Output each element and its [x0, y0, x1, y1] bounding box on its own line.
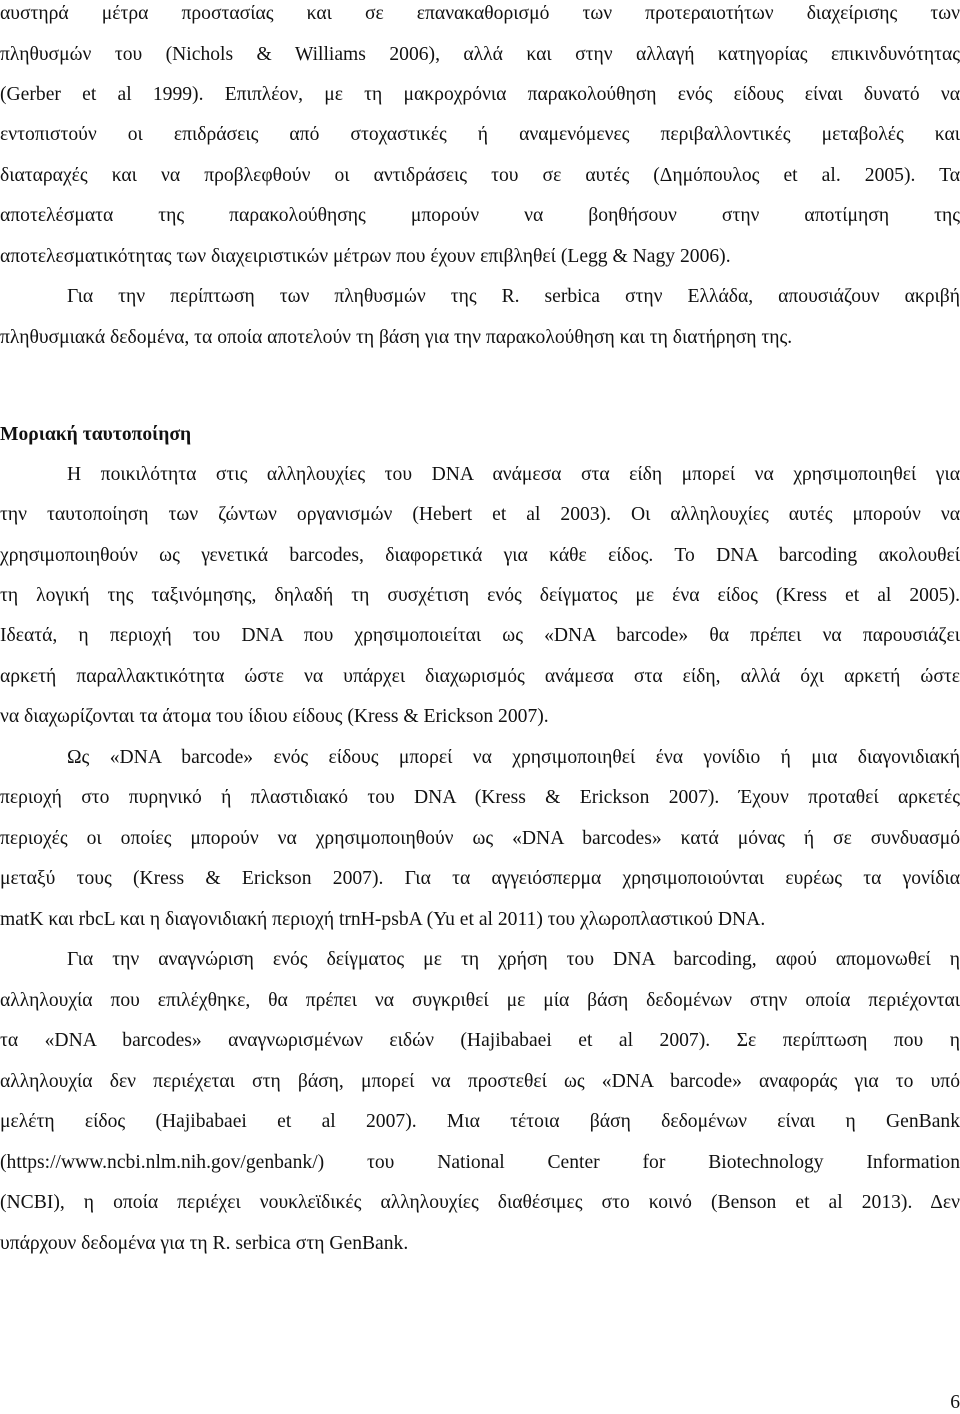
paragraph-4-line-1: Για την αναγνώριση ενός δείγματος με τη χρήση του DNA barcoding, αφού απομονωθεί η	[67, 949, 960, 970]
paragraph-3-line-5: matK και rbcL και η διαγονιδιακή περιοχή trnH-psbA (Yu et al 2011) του χλωροπλαστικού DNA.	[0, 909, 766, 930]
paragraph-2-line-3: χρησιμοποιηθούν ως γενετικά barcodes, διαφορετικά για κάθε είδος. Το DNA barcoding ακολουθεί	[0, 545, 960, 566]
paragraph-2-line-6: αρκετή παραλλακτικότητα ώστε να υπάρχει διαχωρισμός ανάμεσα στα είδη, αλλά όχι αρκετή ώστε	[0, 666, 960, 687]
paragraph-4-line-5: μελέτη είδος (Hajibabaei et al 2007). Μια τέτοια βάση δεδομένων είναι η GenBank	[0, 1111, 960, 1132]
paragraph-3-line-1: Ως «DNA barcode» ενός είδους μπορεί να χρησιμοποιηθεί ένα γονίδιο ή μια διαγονιδιακή	[67, 747, 960, 768]
page-number: 6	[950, 1392, 960, 1413]
paragraph-1-line-9: πληθυσμιακά δεδομένα, τα οποία αποτελούν τη βάση για την παρακολούθηση και τη διατήρηση της.	[0, 327, 793, 348]
paragraph-4-line-6: (https://www.ncbi.nlm.nih.gov/genbank/) του National Center for Biotechnology Information	[0, 1152, 960, 1173]
paragraph-2-line-4: τη λογική της ταξινόμησης, δηλαδή τη συσχέτιση ενός δείγματος με ένα είδος (Kress et al 2005).	[0, 585, 960, 606]
paragraph-2-line-7: να διαχωρίζονται τα άτομα του ίδιου είδους (Kress & Erickson 2007).	[0, 706, 549, 727]
paragraph-4-line-2: αλληλουχία που επιλέχθηκε, θα πρέπει να συγκριθεί με μία βάση δεδομένων στην οποία περιέχονται	[0, 990, 960, 1011]
paragraph-3-line-2: περιοχή στο πυρηνικό ή πλαστιδιακό του DNA (Kress & Erickson 2007). Έχουν προταθεί αρκετές	[0, 787, 960, 808]
paragraph-1-line-2: πληθυσμών του (Nichols & Williams 2006), αλλά και στην αλλαγή κατηγορίας επικινδυνότητας	[0, 44, 960, 65]
paragraph-1-line-1: αυστηρά μέτρα προστασίας και σε επανακαθορισμό των προτεραιοτήτων διαχείρισης των	[0, 3, 960, 24]
paragraph-4-line-4: αλληλουχία δεν περιέχεται στη βάση, μπορεί να προστεθεί ως «DNA barcode» αναφοράς για το υπό	[0, 1071, 960, 1092]
paragraph-4-line-8: υπάρχουν δεδομένα για τη R. serbica στη GenBank.	[0, 1233, 409, 1254]
paragraph-1-line-6: αποτελέσματα της παρακολούθησης μπορούν να βοηθήσουν στην αποτίμηση της	[0, 205, 960, 226]
paragraph-4-line-7: (NCBI), η οποία περιέχει νουκλεϊδικές αλληλουχίες διαθέσιμες στο κοινό (Benson et al 2013). Δεν	[0, 1192, 960, 1213]
paragraph-2-line-5: Ιδεατά, η περιοχή του DNA που χρησιμοποιείται ως «DNA barcode» θα πρέπει να παρουσιάζει	[0, 625, 960, 646]
paragraph-2-line-2: την ταυτοποίηση των ζώντων οργανισμών (Hebert et al 2003). Οι αλληλουχίες αυτές μπορούν να	[0, 504, 960, 525]
paragraph-1-line-3: (Gerber et al 1999). Επιπλέον, με τη μακροχρόνια παρακολούθηση ενός είδους είναι δυνατό να	[0, 84, 960, 105]
paragraph-1-line-5: διαταραχές και να προβλεφθούν οι αντιδράσεις του σε αυτές (Δημόπουλος et al. 2005). Τα	[0, 165, 960, 186]
paragraph-3-line-3: περιοχές οι οποίες μπορούν να χρησιμοποιηθούν ως «DNA barcodes» κατά μόνας ή σε συνδυασμό	[0, 828, 960, 849]
paragraph-1-line-8: Για την περίπτωση των πληθυσμών της R. serbica στην Ελλάδα, απουσιάζουν ακριβή	[67, 286, 960, 307]
section-heading: Μοριακή ταυτοποίηση	[0, 424, 192, 445]
paragraph-4-line-3: τα «DNA barcodes» αναγνωρισμένων ειδών (Hajibabaei et al 2007). Σε περίπτωση που η	[0, 1030, 960, 1051]
paragraph-3-line-4: μεταξύ τους (Kress & Erickson 2007). Για τα αγγειόσπερμα χρησιμοποιούνται ευρέως τα γονίδια	[0, 868, 960, 889]
paragraph-2-line-1: Η ποικιλότητα στις αλληλουχίες του DNA ανάμεσα στα είδη μπορεί να χρησιμοποιηθεί για	[67, 464, 960, 485]
paragraph-1-line-7: αποτελεσματικότητας των διαχειριστικών μέτρων που έχουν επιβληθεί (Legg & Nagy 2006).	[0, 246, 731, 267]
paragraph-1-line-4: εντοπιστούν οι επιδράσεις από στοχαστικές ή αναμενόμενες περιβαλλοντικές μεταβολές και	[0, 124, 960, 145]
